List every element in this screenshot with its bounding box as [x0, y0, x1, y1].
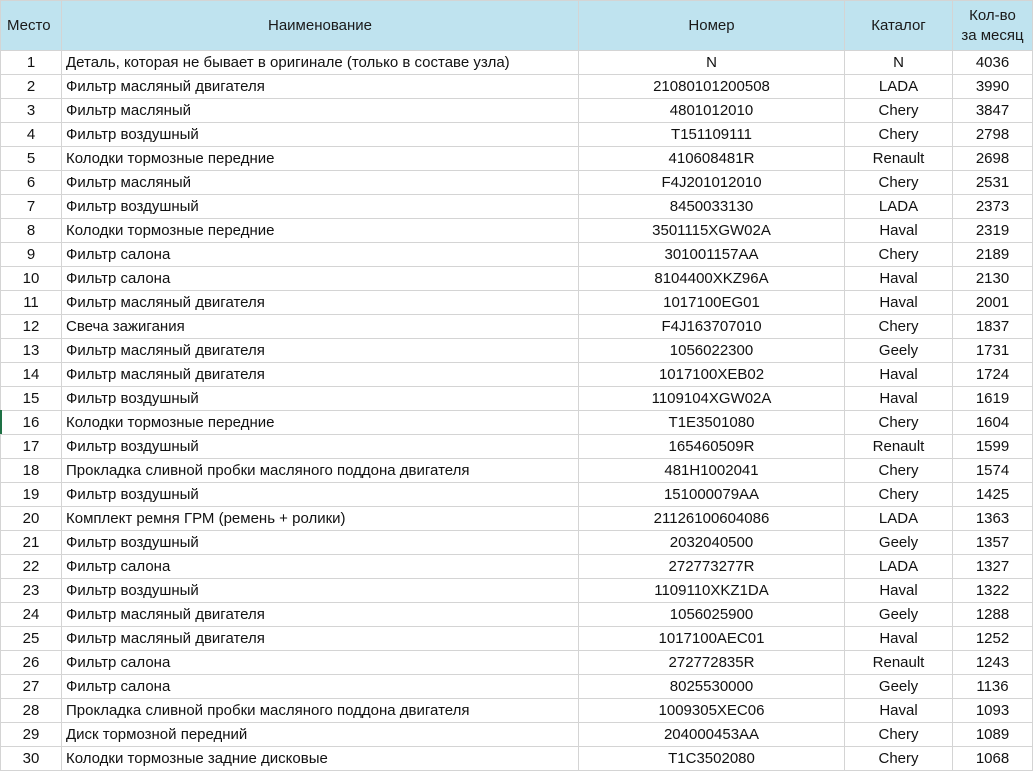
- cell-qty[interactable]: 2189: [953, 243, 1033, 267]
- row-selection-marker: [0, 410, 2, 434]
- cell-number[interactable]: 301001157AA: [579, 243, 845, 267]
- cell-rank[interactable]: 9: [1, 243, 62, 267]
- cell-catalog[interactable]: Haval: [845, 579, 953, 603]
- cell-name[interactable]: Прокладка сливной пробки масляного поддона двигателя: [62, 699, 579, 723]
- table-row: [1, 171, 1033, 195]
- cell-catalog[interactable]: Haval: [845, 387, 953, 411]
- cell-name[interactable]: Комплект ремня ГРМ (ремень + ролики): [62, 507, 579, 531]
- table-body: [1, 51, 1033, 771]
- cell-rank[interactable]: 2: [1, 75, 62, 99]
- cell-number[interactable]: 1056022300: [579, 339, 845, 363]
- table-row: [1, 531, 1033, 555]
- table-row: [1, 675, 1033, 699]
- cell-name[interactable]: Фильтр масляный: [62, 171, 579, 195]
- cell-qty[interactable]: 1243: [953, 651, 1033, 675]
- cell-name[interactable]: Колодки тормозные передние: [62, 219, 579, 243]
- table-row: [1, 651, 1033, 675]
- cell-catalog[interactable]: Chery: [845, 123, 953, 147]
- table-row: [1, 459, 1033, 483]
- cell-name[interactable]: Фильтр салона: [62, 243, 579, 267]
- table-row: [1, 555, 1033, 579]
- cell-qty[interactable]: 1322: [953, 579, 1033, 603]
- cell-rank[interactable]: 5: [1, 147, 62, 171]
- header-rank[interactable]: Место: [1, 1, 62, 51]
- cell-name[interactable]: Фильтр салона: [62, 675, 579, 699]
- cell-catalog[interactable]: Chery: [845, 483, 953, 507]
- cell-catalog[interactable]: Chery: [845, 723, 953, 747]
- table-row: [1, 123, 1033, 147]
- cell-catalog[interactable]: LADA: [845, 507, 953, 531]
- cell-number[interactable]: 1109104XGW02A: [579, 387, 845, 411]
- cell-rank[interactable]: 18: [1, 459, 62, 483]
- cell-number[interactable]: F4J201012010: [579, 171, 845, 195]
- cell-catalog[interactable]: LADA: [845, 555, 953, 579]
- cell-number[interactable]: 4801012010: [579, 99, 845, 123]
- cell-catalog[interactable]: N: [845, 51, 953, 75]
- table-row: [1, 507, 1033, 531]
- cell-rank[interactable]: 14: [1, 363, 62, 387]
- cell-number[interactable]: 21126100604086: [579, 507, 845, 531]
- cell-number[interactable]: 21080101200508: [579, 75, 845, 99]
- table-row: [1, 51, 1033, 75]
- cell-rank[interactable]: 26: [1, 651, 62, 675]
- cell-catalog[interactable]: Geely: [845, 675, 953, 699]
- table-row: [1, 723, 1033, 747]
- table-row: [1, 219, 1033, 243]
- cell-rank[interactable]: 24: [1, 603, 62, 627]
- table-row: [1, 603, 1033, 627]
- cell-name[interactable]: Фильтр салона: [62, 555, 579, 579]
- cell-name[interactable]: Фильтр воздушный: [62, 123, 579, 147]
- cell-catalog[interactable]: Geely: [845, 531, 953, 555]
- cell-name[interactable]: Фильтр салона: [62, 267, 579, 291]
- cell-catalog[interactable]: Haval: [845, 219, 953, 243]
- cell-qty[interactable]: 1619: [953, 387, 1033, 411]
- cell-rank[interactable]: 1: [1, 51, 62, 75]
- cell-qty[interactable]: 2001: [953, 291, 1033, 315]
- cell-rank[interactable]: 6: [1, 171, 62, 195]
- cell-number[interactable]: 204000453AA: [579, 723, 845, 747]
- cell-rank[interactable]: 10: [1, 267, 62, 291]
- table-row: [1, 99, 1033, 123]
- table-row: [1, 243, 1033, 267]
- cell-number[interactable]: N: [579, 51, 845, 75]
- cell-number[interactable]: 165460509R: [579, 435, 845, 459]
- cell-qty[interactable]: 1089: [953, 723, 1033, 747]
- cell-catalog[interactable]: Haval: [845, 363, 953, 387]
- cell-rank[interactable]: 4: [1, 123, 62, 147]
- cell-name[interactable]: Фильтр салона: [62, 651, 579, 675]
- cell-qty[interactable]: 3847: [953, 99, 1033, 123]
- table-header: [1, 1, 1033, 51]
- cell-rank[interactable]: 13: [1, 339, 62, 363]
- cell-number[interactable]: 272772835R: [579, 651, 845, 675]
- cell-catalog[interactable]: Geely: [845, 603, 953, 627]
- cell-qty[interactable]: 1574: [953, 459, 1033, 483]
- header-qty-line2: за месяц: [961, 26, 1024, 44]
- cell-name[interactable]: Колодки тормозные передние: [62, 411, 579, 435]
- cell-qty[interactable]: 1327: [953, 555, 1033, 579]
- cell-name[interactable]: Прокладка сливной пробки масляного поддона двигателя: [62, 459, 579, 483]
- cell-number[interactable]: T1E3501080: [579, 411, 845, 435]
- cell-rank[interactable]: 12: [1, 315, 62, 339]
- cell-qty[interactable]: 1837: [953, 315, 1033, 339]
- cell-number[interactable]: 410608481R: [579, 147, 845, 171]
- cell-catalog[interactable]: Haval: [845, 699, 953, 723]
- table-row: [1, 147, 1033, 171]
- cell-rank[interactable]: 30: [1, 747, 62, 771]
- cell-name[interactable]: Колодки тормозные задние дисковые: [62, 747, 579, 771]
- cell-number[interactable]: 1056025900: [579, 603, 845, 627]
- cell-catalog[interactable]: Chery: [845, 315, 953, 339]
- cell-number[interactable]: 1017100XEB02: [579, 363, 845, 387]
- cell-number[interactable]: F4J163707010: [579, 315, 845, 339]
- header-qty[interactable]: [953, 1, 1033, 51]
- cell-rank[interactable]: 28: [1, 699, 62, 723]
- cell-qty[interactable]: 1724: [953, 363, 1033, 387]
- cell-number[interactable]: T151109111: [579, 123, 845, 147]
- cell-name[interactable]: Фильтр масляный двигателя: [62, 291, 579, 315]
- cell-rank[interactable]: 27: [1, 675, 62, 699]
- cell-catalog[interactable]: Chery: [845, 171, 953, 195]
- cell-name[interactable]: Фильтр масляный двигателя: [62, 75, 579, 99]
- cell-catalog[interactable]: Chery: [845, 99, 953, 123]
- cell-name[interactable]: Фильтр воздушный: [62, 387, 579, 411]
- cell-name[interactable]: Фильтр масляный двигателя: [62, 627, 579, 651]
- cell-name[interactable]: Фильтр масляный двигателя: [62, 363, 579, 387]
- cell-qty[interactable]: 2130: [953, 267, 1033, 291]
- cell-rank[interactable]: 8: [1, 219, 62, 243]
- cell-qty[interactable]: 1093: [953, 699, 1033, 723]
- cell-number[interactable]: T1C3502080: [579, 747, 845, 771]
- header-qty-line1: Кол-во: [969, 6, 1016, 24]
- table-row: [1, 291, 1033, 315]
- cell-name[interactable]: Фильтр масляный: [62, 99, 579, 123]
- cell-qty[interactable]: 2798: [953, 123, 1033, 147]
- cell-catalog[interactable]: LADA: [845, 195, 953, 219]
- cell-rank[interactable]: 21: [1, 531, 62, 555]
- table-row: [1, 315, 1033, 339]
- cell-number[interactable]: 3501115XGW02A: [579, 219, 845, 243]
- header-name[interactable]: Наименование: [62, 1, 579, 51]
- cell-catalog[interactable]: Renault: [845, 147, 953, 171]
- cell-qty[interactable]: 1731: [953, 339, 1033, 363]
- cell-qty[interactable]: 3990: [953, 75, 1033, 99]
- cell-number[interactable]: 1109110XKZ1DA: [579, 579, 845, 603]
- cell-number[interactable]: 1017100AEC01: [579, 627, 845, 651]
- cell-catalog[interactable]: Geely: [845, 339, 953, 363]
- cell-name[interactable]: Фильтр масляный двигателя: [62, 603, 579, 627]
- cell-qty[interactable]: 1252: [953, 627, 1033, 651]
- cell-number[interactable]: 8025530000: [579, 675, 845, 699]
- cell-name[interactable]: Фильтр воздушный: [62, 531, 579, 555]
- table-row: [1, 747, 1033, 771]
- table-row: [1, 267, 1033, 291]
- cell-rank[interactable]: 3: [1, 99, 62, 123]
- table-row: [1, 699, 1033, 723]
- cell-name[interactable]: Фильтр воздушный: [62, 195, 579, 219]
- cell-name[interactable]: Диск тормозной передний: [62, 723, 579, 747]
- cell-qty[interactable]: 4036: [953, 51, 1033, 75]
- table-row: [1, 387, 1033, 411]
- header-catalog[interactable]: Каталог: [845, 1, 953, 51]
- table-row: [1, 483, 1033, 507]
- cell-catalog[interactable]: Haval: [845, 291, 953, 315]
- cell-rank[interactable]: 16: [1, 411, 62, 435]
- table-row: [1, 363, 1033, 387]
- cell-rank[interactable]: 29: [1, 723, 62, 747]
- header-number[interactable]: Номер: [579, 1, 845, 51]
- cell-number[interactable]: 272773277R: [579, 555, 845, 579]
- cell-name[interactable]: Фильтр масляный двигателя: [62, 339, 579, 363]
- cell-qty[interactable]: 1136: [953, 675, 1033, 699]
- cell-name[interactable]: Свеча зажигания: [62, 315, 579, 339]
- cell-qty[interactable]: 1425: [953, 483, 1033, 507]
- cell-name[interactable]: Фильтр воздушный: [62, 435, 579, 459]
- cell-number[interactable]: 1009305XEC06: [579, 699, 845, 723]
- cell-catalog[interactable]: Renault: [845, 435, 953, 459]
- cell-number[interactable]: 8104400XKZ96A: [579, 267, 845, 291]
- cell-catalog[interactable]: Haval: [845, 267, 953, 291]
- table-row: [1, 75, 1033, 99]
- cell-rank[interactable]: 19: [1, 483, 62, 507]
- table-row: [1, 195, 1033, 219]
- cell-name[interactable]: Деталь, которая не бывает в оригинале (только в составе узла): [62, 51, 579, 75]
- cell-qty[interactable]: 1604: [953, 411, 1033, 435]
- cell-catalog[interactable]: Haval: [845, 627, 953, 651]
- cell-number[interactable]: 481H1002041: [579, 459, 845, 483]
- table-row: [1, 579, 1033, 603]
- cell-rank[interactable]: 11: [1, 291, 62, 315]
- cell-rank[interactable]: 15: [1, 387, 62, 411]
- cell-qty[interactable]: 2373: [953, 195, 1033, 219]
- cell-catalog[interactable]: LADA: [845, 75, 953, 99]
- cell-qty[interactable]: 1599: [953, 435, 1033, 459]
- cell-number[interactable]: 151000079AA: [579, 483, 845, 507]
- cell-rank[interactable]: 25: [1, 627, 62, 651]
- cell-name[interactable]: Колодки тормозные передние: [62, 147, 579, 171]
- header-row: [1, 1, 1033, 51]
- table-row: [1, 339, 1033, 363]
- cell-catalog[interactable]: Chery: [845, 411, 953, 435]
- cell-name[interactable]: Фильтр воздушный: [62, 483, 579, 507]
- cell-number[interactable]: 8450033130: [579, 195, 845, 219]
- cell-catalog[interactable]: Chery: [845, 459, 953, 483]
- cell-catalog[interactable]: Renault: [845, 651, 953, 675]
- cell-qty[interactable]: 1068: [953, 747, 1033, 771]
- cell-qty[interactable]: 2531: [953, 171, 1033, 195]
- table-row: [1, 435, 1033, 459]
- cell-catalog[interactable]: Chery: [845, 747, 953, 771]
- cell-qty[interactable]: 1288: [953, 603, 1033, 627]
- cell-rank[interactable]: 7: [1, 195, 62, 219]
- cell-qty[interactable]: 1363: [953, 507, 1033, 531]
- cell-catalog[interactable]: Chery: [845, 243, 953, 267]
- cell-name[interactable]: Фильтр воздушный: [62, 579, 579, 603]
- cell-qty[interactable]: 2319: [953, 219, 1033, 243]
- cell-rank[interactable]: 23: [1, 579, 62, 603]
- table-row: [1, 411, 1033, 435]
- cell-number[interactable]: 2032040500: [579, 531, 845, 555]
- cell-qty[interactable]: 2698: [953, 147, 1033, 171]
- cell-rank[interactable]: 22: [1, 555, 62, 579]
- cell-number[interactable]: 1017100EG01: [579, 291, 845, 315]
- cell-rank[interactable]: 17: [1, 435, 62, 459]
- cell-rank[interactable]: 20: [1, 507, 62, 531]
- cell-qty[interactable]: 1357: [953, 531, 1033, 555]
- table-row: [1, 627, 1033, 651]
